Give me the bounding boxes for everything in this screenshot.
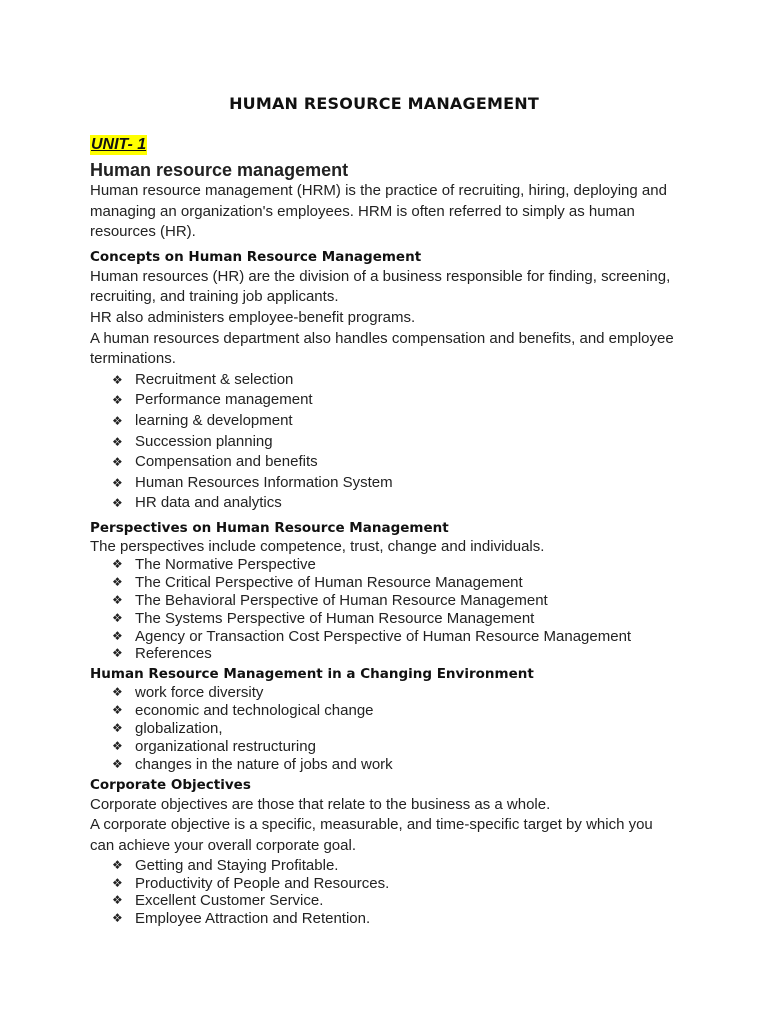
changing-environment-heading: Human Resource Management in a Changing Environment	[90, 666, 534, 683]
list-item	[112, 875, 690, 893]
diamond-bullet-icon: ❖	[112, 393, 123, 408]
list-item-text: Employee Attraction and Retention.	[135, 910, 371, 928]
intro-line: managing an organization's employees. HRM is often referred to simply as human	[90, 202, 635, 220]
intro-heading: Human resource management	[90, 160, 349, 180]
list-item	[112, 610, 690, 628]
list-item	[112, 910, 690, 928]
diamond-bullet-icon: ❖	[112, 496, 123, 511]
corporate-objectives-line: can achieve your overall corporate goal.	[90, 837, 356, 855]
diamond-bullet-icon: ❖	[112, 703, 123, 718]
concepts-line: Human resources (HR) are the division of a business responsible for finding, screening,	[90, 267, 671, 285]
diamond-bullet-icon: ❖	[112, 455, 123, 470]
list-item	[112, 390, 690, 411]
list-item-text: Succession planning	[135, 432, 273, 450]
changing-environment-list	[90, 684, 690, 774]
list-item	[112, 411, 690, 432]
diamond-bullet-icon: ❖	[112, 574, 123, 589]
list-item-text: Agency or Transaction Cost Perspective of Human Resource Management	[135, 627, 632, 645]
list-item	[112, 684, 690, 702]
list-item	[112, 756, 690, 774]
list-item	[112, 738, 690, 756]
list-item-text: Human Resources Information System	[135, 473, 393, 491]
list-item-text: Recruitment & selection	[135, 370, 294, 388]
diamond-bullet-icon: ❖	[112, 610, 123, 625]
diamond-bullet-icon: ❖	[112, 875, 123, 890]
list-item-text: The Behavioral Perspective of Human Resource Management	[135, 591, 548, 609]
unit-label: UNIT- 1	[91, 136, 147, 153]
list-item	[112, 720, 690, 738]
perspectives-heading: Perspectives on Human Resource Management	[90, 519, 449, 536]
concepts-line: HR also administers employee-benefit programs.	[90, 308, 416, 326]
diamond-bullet-icon: ❖	[112, 721, 123, 736]
list-item	[112, 556, 690, 574]
concepts-line: recruiting, and training job applicants.	[90, 288, 339, 306]
list-item-text: The Systems Perspective of Human Resource Management	[135, 609, 535, 627]
diamond-bullet-icon: ❖	[112, 756, 123, 771]
list-item-text: work force diversity	[135, 684, 264, 702]
list-item-text: The Normative Perspective	[135, 555, 316, 573]
diamond-bullet-icon: ❖	[112, 857, 123, 872]
list-item	[112, 574, 690, 592]
corporate-objectives-list	[90, 857, 690, 929]
list-item-text: changes in the nature of jobs and work	[135, 755, 393, 773]
list-item-text: economic and technological change	[135, 702, 374, 720]
diamond-bullet-icon: ❖	[112, 739, 123, 754]
corporate-objectives-heading: Corporate Objectives	[90, 776, 251, 793]
list-item	[112, 452, 690, 473]
list-item	[112, 473, 690, 494]
list-item-text: organizational restructuring	[135, 738, 316, 756]
diamond-bullet-icon: ❖	[112, 556, 123, 571]
list-item	[112, 432, 690, 453]
list-item	[112, 702, 690, 720]
list-item	[112, 628, 690, 646]
perspectives-line: The perspectives include competence, trust, change and individuals.	[90, 537, 545, 555]
concepts-line: A human resources department also handles compensation and benefits, and employee	[90, 329, 674, 347]
list-item-text: The Critical Perspective of Human Resource Management	[135, 573, 523, 591]
list-item-text: HR data and analytics	[135, 494, 282, 512]
concepts-heading: Concepts on Human Resource Management	[90, 248, 422, 265]
list-item-text: References	[135, 645, 212, 663]
list-item-text: Getting and Staying Profitable.	[135, 856, 339, 874]
list-item	[112, 370, 690, 391]
diamond-bullet-icon: ❖	[112, 685, 123, 700]
diamond-bullet-icon: ❖	[112, 646, 123, 661]
diamond-bullet-icon: ❖	[112, 372, 123, 387]
diamond-bullet-icon: ❖	[112, 413, 123, 428]
intro-line: resources (HR).	[90, 223, 196, 241]
list-item	[112, 493, 690, 514]
concepts-line: terminations.	[90, 350, 176, 368]
intro-line: Human resource management (HRM) is the practice of recruiting, hiring, deploying and	[90, 182, 667, 199]
list-item	[112, 645, 690, 663]
corporate-objectives-line: Corporate objectives are those that relate to the business as a whole.	[90, 795, 551, 813]
diamond-bullet-icon: ❖	[112, 434, 123, 449]
list-item	[112, 592, 690, 610]
list-item-text: Excellent Customer Service.	[135, 892, 324, 910]
list-item-text: Performance management	[135, 391, 313, 409]
document-body	[90, 134, 690, 928]
perspectives-list	[90, 556, 690, 663]
diamond-bullet-icon: ❖	[112, 911, 123, 926]
concepts-list	[90, 370, 690, 514]
diamond-bullet-icon: ❖	[112, 475, 123, 490]
diamond-bullet-icon: ❖	[112, 592, 123, 607]
document-title: HUMAN RESOURCE MANAGEMENT	[229, 94, 539, 113]
diamond-bullet-icon: ❖	[112, 628, 123, 643]
list-item-text: learning & development	[135, 411, 293, 429]
diamond-bullet-icon: ❖	[112, 893, 123, 908]
list-item	[112, 892, 690, 910]
list-item-text: globalization,	[135, 720, 223, 738]
list-item-text: Compensation and benefits	[135, 453, 318, 471]
list-item-text: Productivity of People and Resources.	[135, 874, 390, 892]
corporate-objectives-line: A corporate objective is a specific, measurable, and time-specific target by which you	[90, 816, 653, 834]
list-item	[112, 857, 690, 875]
